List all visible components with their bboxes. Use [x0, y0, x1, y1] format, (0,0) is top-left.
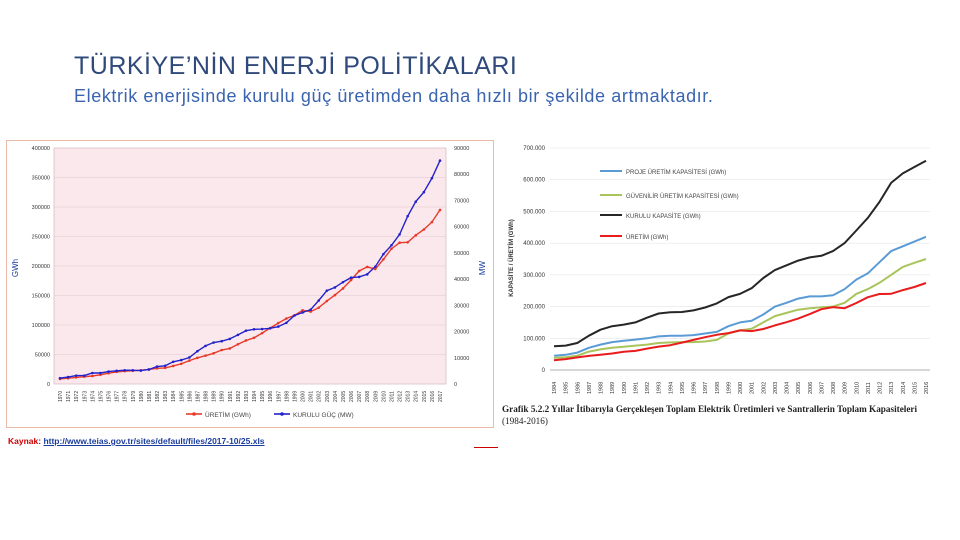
- right-x-tick-label: 1988: [598, 381, 605, 394]
- legend-label-project: PROJE ÜRETİM KAPASİTESİ (GWh): [626, 170, 727, 176]
- right-x-tick-label: 2007: [819, 381, 826, 394]
- left-x-tick-label: 1993: [243, 390, 250, 402]
- left-x-tick-label: 1980: [138, 390, 145, 402]
- legend-label-capacity: KURULU GÜÇ (MW): [293, 412, 354, 419]
- left-series-point-1: [309, 308, 312, 311]
- source-link[interactable]: http://www.teias.gov.tr/sites/default/files/2017-10/25.xls: [43, 436, 265, 446]
- left-y-tick-label: 350000: [31, 175, 50, 182]
- left-x-tick-label: 2010: [381, 390, 388, 402]
- left-series-point-0: [423, 228, 426, 231]
- left-series-point-0: [237, 343, 240, 346]
- right-x-tick-label: 1984: [552, 381, 558, 394]
- left-series-point-1: [123, 369, 126, 372]
- left-x-tick-label: 1982: [155, 390, 162, 402]
- right-x-tick-label: 2002: [761, 381, 768, 394]
- left-series-point-0: [439, 209, 442, 212]
- left-y2-tick-label: 10000: [454, 355, 470, 362]
- left-series-point-0: [196, 357, 199, 360]
- left-x-tick-label: 1994: [252, 390, 259, 402]
- legend-marker-generation: [192, 412, 196, 416]
- right-x-tick-label: 1985: [563, 381, 570, 394]
- left-series-point-0: [220, 349, 223, 352]
- left-series-point-1: [398, 233, 401, 236]
- left-series-point-0: [253, 336, 256, 339]
- left-y-tick-label: 50000: [34, 352, 50, 359]
- right-x-tick-label: 1994: [668, 381, 675, 394]
- caption-years: (1984-2016): [502, 416, 548, 426]
- left-series-point-1: [269, 327, 272, 330]
- left-series-point-1: [188, 356, 191, 359]
- left-series-point-1: [172, 361, 175, 364]
- right-x-tick-label: 1991: [633, 381, 640, 394]
- right-x-tick-label: 1998: [714, 381, 721, 394]
- left-x-tick-label: 1990: [219, 390, 226, 402]
- left-series-point-1: [374, 265, 377, 268]
- left-x-tick-label: 2011: [389, 391, 396, 402]
- left-x-tick-label: 2002: [316, 390, 323, 402]
- legend-label-reliable: GÜVENİLİR ÜRETİM KAPASİTESİ (GWh): [626, 194, 739, 200]
- left-x-tick-label: 1983: [163, 390, 170, 402]
- right-x-tick-label: 1987: [586, 381, 593, 394]
- left-series-point-1: [423, 191, 426, 194]
- left-x-tick-label: 1972: [74, 390, 81, 402]
- left-series-point-0: [398, 241, 401, 244]
- left-series-point-1: [180, 359, 183, 362]
- right-x-tick-label: 1992: [645, 381, 651, 394]
- left-series-point-0: [91, 375, 94, 378]
- right-x-tick-label: 1989: [610, 381, 617, 394]
- left-series-point-1: [228, 338, 231, 341]
- left-series-point-1: [75, 374, 78, 377]
- right-x-tick-label: 2003: [772, 381, 779, 394]
- left-series-point-1: [196, 350, 199, 353]
- left-x-tick-label: 2004: [332, 390, 339, 402]
- left-series-point-1: [164, 365, 167, 368]
- source-label: Kaynak:: [8, 436, 42, 446]
- left-series-point-1: [107, 370, 110, 373]
- left-series-point-0: [172, 365, 175, 368]
- right-x-tick-label: 2011: [865, 382, 872, 394]
- left-series-point-1: [204, 345, 207, 348]
- left-series-point-1: [301, 311, 304, 314]
- left-series-point-1: [317, 299, 320, 302]
- left-y2-axis-label: MW: [478, 260, 487, 276]
- right-x-tick-label: 2014: [900, 381, 907, 394]
- right-y-tick-label: 500.000: [523, 209, 545, 216]
- left-series-point-1: [156, 365, 159, 368]
- left-series-point-1: [285, 321, 288, 324]
- left-series-point-0: [334, 294, 337, 297]
- left-x-tick-label: 2006: [349, 390, 356, 402]
- left-series-point-1: [414, 200, 417, 203]
- right-y-tick-label: 400.000: [523, 241, 545, 248]
- right-x-tick-label: 1990: [621, 381, 628, 394]
- left-series-point-1: [245, 329, 248, 332]
- left-series-point-1: [334, 286, 337, 289]
- left-x-tick-label: 1985: [179, 390, 186, 402]
- left-series-point-0: [261, 332, 264, 335]
- left-y-tick-label: 300000: [31, 205, 50, 211]
- left-y2-tick-label: 90000: [454, 146, 470, 152]
- left-x-tick-label: 1977: [114, 390, 121, 402]
- left-x-tick-label: 1970: [58, 390, 64, 402]
- right-series-line-2: [554, 161, 926, 347]
- left-series-point-0: [390, 247, 393, 250]
- left-x-tick-label: 1987: [195, 390, 202, 402]
- left-x-tick-label: 1975: [98, 390, 105, 402]
- left-series-point-1: [140, 369, 143, 372]
- left-series-point-1: [382, 253, 385, 256]
- right-x-tick-label: 1986: [575, 381, 582, 394]
- left-series-point-1: [131, 369, 134, 372]
- right-x-tick-label: 1996: [691, 381, 698, 394]
- left-series-point-0: [431, 221, 434, 224]
- left-x-tick-label: 2014: [413, 390, 420, 402]
- right-x-tick-label: 2012: [877, 381, 884, 394]
- left-y2-tick-label: 30000: [454, 303, 470, 310]
- right-x-tick-label: 2013: [889, 381, 896, 394]
- right-x-tick-label: 1997: [703, 381, 710, 394]
- left-x-tick-label: 2001: [308, 390, 315, 402]
- left-series-point-0: [204, 354, 207, 357]
- left-series-point-1: [253, 328, 256, 331]
- left-series-point-0: [366, 266, 369, 269]
- left-series-point-1: [342, 281, 345, 284]
- left-series-point-1: [59, 377, 62, 380]
- left-series-point-1: [83, 374, 86, 377]
- left-y2-tick-label: 80000: [454, 172, 470, 179]
- left-series-point-1: [277, 325, 280, 328]
- left-series-point-0: [326, 300, 329, 303]
- left-y2-tick-label: 70000: [454, 198, 470, 205]
- right-x-tick-label: 2005: [796, 381, 803, 394]
- left-x-tick-label: 1979: [130, 390, 137, 402]
- left-series-point-0: [285, 317, 288, 320]
- left-x-tick-label: 1971: [66, 390, 73, 402]
- right-y-tick-label: 200.000: [523, 304, 545, 311]
- capacity-production-chart: [502, 140, 940, 398]
- left-series-point-0: [188, 359, 191, 362]
- left-x-tick-label: 2000: [300, 390, 307, 402]
- left-x-tick-label: 1981: [146, 390, 153, 402]
- right-x-tick-label: 2006: [807, 381, 814, 394]
- left-series-point-0: [358, 270, 361, 273]
- left-series-point-1: [237, 334, 240, 337]
- left-x-tick-label: 2005: [340, 390, 347, 402]
- left-x-tick-label: 1999: [292, 390, 299, 402]
- left-y-axis-label: GWh: [11, 258, 20, 278]
- left-x-tick-label: 1998: [284, 390, 291, 402]
- right-x-tick-label: 2000: [738, 381, 744, 394]
- left-series-point-1: [326, 289, 329, 292]
- right-x-tick-label: 1995: [679, 381, 686, 394]
- left-x-tick-label: 2009: [373, 390, 380, 402]
- caption-bold: Grafik 5.2.2 Yıllar İtibarıyla Gerçekleşen Toplam Elektrik Üretimleri ve Santrallerin Toplam Kapasiteleri: [502, 404, 918, 414]
- left-series-point-0: [180, 363, 183, 366]
- left-series-point-1: [390, 244, 393, 247]
- right-y-tick-label: 300.000: [523, 272, 545, 279]
- left-x-tick-label: 1992: [235, 390, 242, 402]
- left-series-point-0: [414, 234, 417, 237]
- left-series-point-0: [228, 347, 231, 350]
- source-line: [8, 436, 265, 446]
- left-x-tick-label: 1991: [227, 390, 234, 402]
- left-y-tick-label: 200000: [31, 264, 50, 270]
- legend-label-installed: KURULU KAPASİTE (GWh): [626, 214, 701, 220]
- left-series-point-1: [67, 376, 70, 379]
- left-series-point-0: [382, 258, 385, 261]
- right-x-tick-label: 1993: [656, 381, 663, 394]
- right-y-tick-label: 600.000: [523, 177, 545, 184]
- left-y-tick-label: 100000: [31, 323, 50, 329]
- left-x-tick-label: 1976: [106, 390, 113, 402]
- right-y-axis-label: KAPASİTE / ÜRETİM (GWh): [509, 219, 515, 297]
- left-y2-tick-label: 20000: [454, 329, 470, 336]
- legend-label-production: ÜRETİM (GWh): [626, 235, 669, 241]
- left-x-tick-label: 2016: [429, 390, 436, 402]
- left-x-tick-label: 2015: [421, 390, 428, 402]
- left-series-point-0: [277, 322, 280, 325]
- right-x-tick-label: 1999: [726, 381, 733, 394]
- page-subtitle: Elektrik enerjisinde kurulu güç üretimden daha hızlı bir şekilde artmaktadır.: [74, 86, 714, 106]
- left-y2-tick-label: 0: [454, 382, 458, 388]
- left-x-tick-label: 1978: [122, 390, 129, 402]
- left-series-point-1: [439, 159, 442, 162]
- left-series-point-1: [261, 328, 264, 331]
- left-y2-tick-label: 60000: [454, 224, 470, 231]
- left-series-point-0: [317, 306, 320, 309]
- left-series-point-1: [431, 177, 434, 180]
- left-series-point-1: [212, 341, 215, 344]
- left-series-point-0: [212, 352, 215, 355]
- left-x-tick-label: 2017: [438, 390, 444, 402]
- left-series-point-1: [91, 372, 94, 375]
- left-series-point-0: [342, 287, 345, 290]
- left-series-point-0: [301, 309, 304, 312]
- right-x-tick-label: 2001: [749, 381, 756, 394]
- left-x-tick-label: 1995: [260, 390, 267, 402]
- left-series-point-1: [406, 215, 409, 218]
- left-series-point-1: [99, 372, 102, 375]
- generation-capacity-chart: [6, 140, 494, 428]
- left-series-point-1: [148, 368, 151, 371]
- left-y-tick-label: 0: [46, 382, 50, 388]
- right-x-tick-label: 2010: [854, 381, 861, 394]
- left-y2-tick-label: 40000: [454, 277, 470, 284]
- left-series-point-0: [245, 339, 248, 342]
- left-x-tick-label: 2012: [397, 390, 404, 402]
- right-y-tick-label: 700.000: [523, 146, 545, 152]
- right-x-tick-label: 2009: [842, 381, 849, 394]
- right-x-tick-label: 2015: [912, 381, 919, 394]
- chart-caption: [502, 403, 942, 427]
- left-y2-tick-label: 50000: [454, 250, 470, 257]
- right-y-tick-label: 0: [541, 368, 545, 374]
- left-x-tick-label: 1997: [276, 390, 283, 402]
- left-x-tick-label: 1986: [187, 390, 194, 402]
- left-x-tick-label: 2013: [405, 390, 412, 402]
- left-series-point-1: [220, 340, 223, 343]
- right-y-tick-label: 100.000: [523, 336, 545, 343]
- left-series-point-1: [115, 370, 118, 373]
- right-x-tick-label: 2016: [924, 381, 930, 394]
- left-series-point-1: [366, 273, 369, 276]
- left-series-point-0: [350, 279, 353, 282]
- right-x-tick-label: 2004: [784, 381, 791, 394]
- left-x-tick-label: 2007: [357, 390, 364, 402]
- red-underline-mark: [474, 447, 498, 448]
- left-x-tick-label: 2008: [365, 390, 372, 402]
- left-series-point-0: [406, 241, 409, 244]
- left-x-tick-label: 1996: [268, 390, 275, 402]
- left-series-point-1: [358, 276, 361, 279]
- legend-label-generation: ÜRETİM (GWh): [205, 412, 251, 419]
- left-y-tick-label: 250000: [31, 234, 50, 241]
- left-series-point-1: [350, 276, 353, 279]
- legend-marker-capacity: [280, 412, 284, 416]
- left-y-tick-label: 400000: [31, 146, 50, 152]
- left-x-tick-label: 1973: [82, 390, 89, 402]
- left-x-tick-label: 1984: [171, 390, 178, 402]
- left-series-point-1: [293, 314, 296, 317]
- page-title: TÜRKİYE’NİN ENERJİ POLİTİKALARI: [74, 52, 518, 80]
- left-x-tick-label: 1989: [211, 390, 218, 402]
- left-x-tick-label: 1974: [90, 390, 97, 402]
- right-x-tick-label: 2008: [831, 381, 837, 394]
- left-x-tick-label: 2003: [324, 390, 331, 402]
- left-y-tick-label: 150000: [31, 293, 50, 300]
- left-x-tick-label: 1988: [203, 390, 210, 402]
